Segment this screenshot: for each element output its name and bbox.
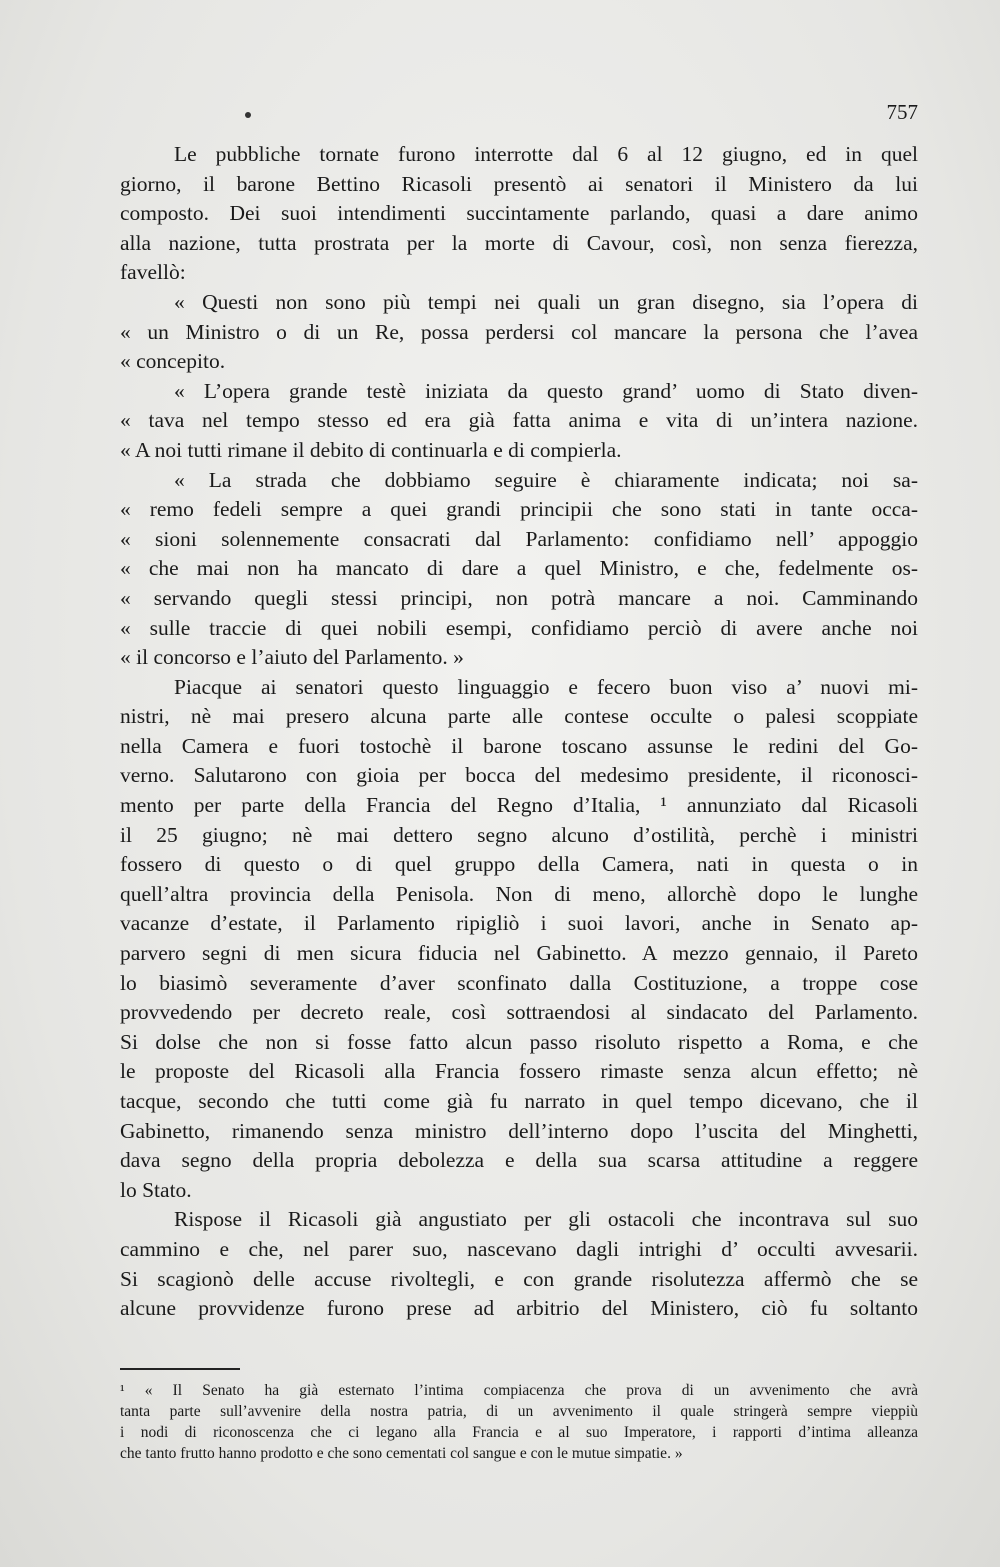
text-line: lo Stato. [120,1177,192,1202]
text-line: vacanze d’estate, il Parlamento ripigliò i suoi lavori, anche in Senato ap- [120,911,918,936]
text-line: Piacque ai senatori questo linguaggio e fecero buon viso a’ nuovi mi- [174,674,918,699]
text-line: Gabinetto, rimanendo senza ministro dell’interno dopo l’uscita del Minghetti, [120,1118,918,1143]
text-line: nella Camera e fuori tostochè il barone toscano assunse le redini del Go- [120,733,918,758]
page-number: 757 [886,100,918,124]
text-line: « remo fedeli sempre a quei grandi principii che sono stati in tante occa- [120,497,918,522]
text-line: dava segno della propria debolezza e della sua scarsa attitudine a reggere [120,1148,918,1173]
text-line: cammino e che, nel parer suo, nascevano dagli intrighi d’ occulti avvesarii. [120,1236,918,1261]
text-line: verno. Salutarono con gioia per bocca del medesimo presidente, il riconosci- [120,763,918,788]
text-line: quell’altra provincia della Penisola. Non di meno, allorchè dopo le lunghe [120,881,918,906]
body-text [120,140,918,1324]
text-line: composto. Dei suoi intendimenti succintamente parlando, quasi a dare animo [120,201,918,226]
text-line: « tava nel tempo stesso ed era già fatta anima e vita di un’intera nazione. [120,408,918,433]
text-line: « concepito. [120,349,226,374]
text-line: « Questi non sono più tempi nei quali un gran disegno, sia l’opera di [174,289,918,314]
text-line: le proposte del Ricasoli alla Francia fossero rimaste senza alcun effetto; nè [120,1059,918,1084]
footnote-line: che tanto frutto hanno prodotto e che sono cementati col sangue e con le mutue simpatie. » [120,1445,683,1462]
text-line: « servando quegli stessi principi, non potrà mancare a noi. Camminando [120,585,918,610]
text-line: fossero di questo o di quel gruppo della Camera, nati in questa o in [120,852,918,877]
text-line: « che mai non ha mancato di dare a quel Ministro, e che, fedelmente os- [120,556,918,581]
footnote-line: tanta parte sull’avvenire della nostra patria, di un avvenimento il quale stringerà sempre vieppiù [120,1403,918,1420]
text-line: « sulle traccie di quei nobili esempi, confidiamo perciò di avere anche noi [120,615,918,640]
text-line: « A noi tutti rimane il debito di continuarla e di compierla. [120,437,622,462]
text-line: Rispose il Ricasoli già angustiato per gli ostacoli che incontrava sul suo [174,1207,918,1232]
footnotes [120,1380,918,1464]
footnote-line: ¹ « Il Senato ha già esternato l’intima compiacenza che prova di un avvenimento che avrà [120,1382,918,1399]
text-line: alla nazione, tutta prostrata per la morte di Cavour, così, non senza fierezza, [120,230,918,255]
text-line: « il concorso e l’aiuto del Parlamento. » [120,645,464,670]
text-line: provvedendo per decreto reale, così sottraendosi al sindacato del Parlamento. [120,1000,918,1025]
footnote-divider [120,1368,240,1370]
text-line: Si scagionò delle accuse rivoltegli, e con grande risolutezza affermò che se [120,1266,918,1291]
text-line: « L’opera grande testè iniziata da questo grand’ uomo di Stato diven- [174,378,918,403]
text-line: « sioni solennemente consacrati dal Parlamento: confidiamo nell’ appoggio [120,526,918,551]
text-line: alcune provvidenze furono prese ad arbitrio del Ministero, ciò fu soltanto [120,1296,918,1321]
text-line: « La strada che dobbiamo seguire è chiaramente indicata; noi sa- [174,467,918,492]
footnote-line: i nodi di riconoscenza che ci legano alla Francia e al suo Imperatore, i rapporti d’intima alleanza [120,1424,918,1441]
text-line: parvero segni di men sicura fiducia nel Gabinetto. A mezzo gennaio, il Pareto [120,941,918,966]
text-line: il 25 giugno; nè mai dettero segno alcuno d’ostilità, perchè i ministri [120,822,918,847]
text-line: Si dolse che non si fosse fatto alcun passo risoluto rispetto a Roma, e che [120,1029,918,1054]
text-line: nistri, nè mai presero alcuna parte alle contese occulte o palesi scoppiate [120,704,918,729]
print-speck [245,112,251,118]
text-line: lo biasimò severamente d’aver sconfinato dalla Costituzione, a troppe cose [120,970,918,995]
text-line: favellò: [120,260,186,285]
text-line: giorno, il barone Bettino Ricasoli presentò ai senatori il Ministero da lui [120,171,918,196]
text-line: Le pubbliche tornate furono interrotte dal 6 al 12 giugno, ed in quel [174,142,918,166]
text-line: tacque, secondo che tutti come già fu narrato in quel tempo dicevano, che il [120,1089,918,1113]
text-line: « un Ministro o di un Re, possa perdersi col mancare la persona che l’avea [120,319,918,344]
text-line: mento per parte della Francia del Regno d’Italia, ¹ annunziato dal Ricasoli [120,793,918,818]
